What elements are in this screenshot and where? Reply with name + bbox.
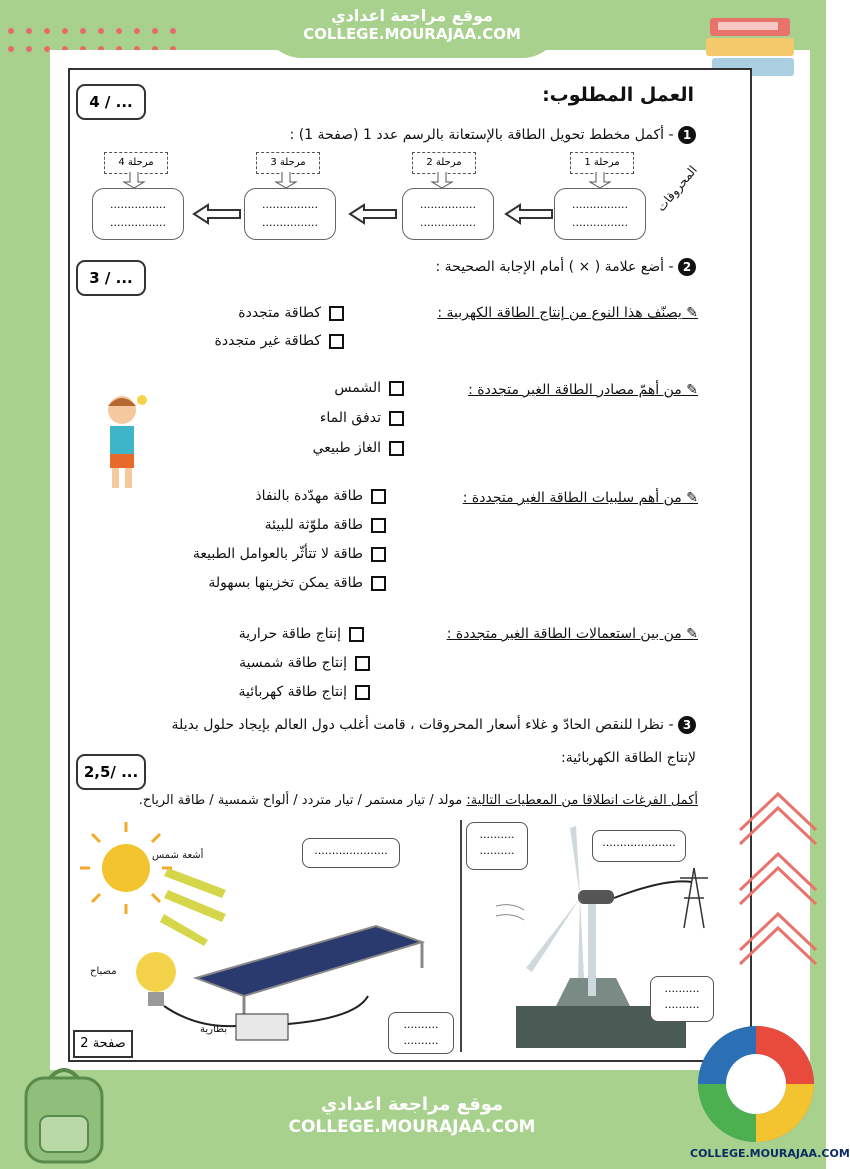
figure-divider [460,820,462,1052]
lamp-label: مصباح [90,966,117,977]
option-nonrenewable[interactable]: كطاقة غير متجددة [215,333,344,349]
child-illustration [100,390,150,495]
q2-text: - أضع علامة ( × ) أمام الإجابة الصحيحة : [435,259,674,275]
decorative-dots [8,28,188,52]
checkbox[interactable] [389,411,404,426]
page-title: العمل المطلوب: [542,84,694,106]
chevron-decoration-icon [736,790,820,1010]
current-answer-right[interactable]: .......... .......... [650,976,714,1022]
checkbox[interactable] [371,489,386,504]
battery-label: بطارية [200,1024,228,1035]
option-polluting[interactable]: طاقة ملوّثة للبيئة [265,517,386,533]
arrow-left-icon [348,203,398,225]
score-box-1: 4 / ... [76,84,146,120]
stage-4-answer[interactable]: ................ ................ [92,188,184,240]
logo-url[interactable]: COLLEGE.MOURAJAA.COM [690,1147,850,1160]
score-box-3: 2,5/ ... [76,754,146,790]
q3-word-bank: مولد / تيار مستمر / تيار متردد / ألواح شمسية / طاقة الرياح. [138,793,463,808]
q2-number: 2 [678,258,696,276]
stage-pointer-arrows [90,172,650,188]
checkbox[interactable] [371,576,386,591]
checkbox[interactable] [329,334,344,349]
option-weather-independent[interactable]: طاقة لا تتأثّر بالعوامل الطبيعة [193,546,386,562]
site-name: موقع مراجعة اعدادي [330,6,494,25]
option-solar[interactable]: إنتاج طاقة شمسية [239,655,370,671]
footer-site-name: موقع مراجعة اعدادي [320,1094,504,1115]
q3-text: - نظرا للنقص الحادّ و غلاء أسعار المحروقات ، قامت أغلب دول العالم بإيجاد حلول بديلة [171,717,674,733]
group4-prompt: ✎ من بين استعمالات الطاقة الغير متجددة : [446,626,698,642]
q2-instruction [436,258,697,276]
q3-number: 3 [678,716,696,734]
stage-3-answer[interactable]: ................ ................ [244,188,336,240]
checkbox[interactable] [329,306,344,321]
group1-prompt: ✎ يصنّف هذا النوع من إنتاج الطاقة الكهربية : [437,305,698,321]
q1-number: 1 [678,126,696,144]
checkbox[interactable] [349,627,364,642]
arrow-left-icon [504,203,554,225]
checkbox[interactable] [371,547,386,562]
stage-1-label: مرحلة 1 [570,152,634,174]
fuel-label: المحروقات [654,163,700,214]
option-natural-gas[interactable]: الغاز طبيعي [313,440,404,456]
site-logo-icon [694,1022,818,1146]
header-tab [262,0,562,58]
site-url[interactable]: COLLEGE.MOURAJAA.COM [303,25,521,43]
generator-answer[interactable]: ..................... [592,830,686,862]
option-water-flow[interactable]: تدفق الماء [320,410,404,426]
backpack-icon [14,1060,114,1165]
current-answer-left[interactable]: .......... .......... [388,1012,454,1054]
checkbox[interactable] [355,656,370,671]
footer-tab [262,1080,562,1155]
option-renewable[interactable]: كطاقة متجددة [238,305,344,321]
stage-1-answer[interactable]: ................ ................ [554,188,646,240]
stage-2-answer[interactable]: ................ ................ [402,188,494,240]
q1-text: - أكمل مخطط تحويل الطاقة بالإستعانة بالرسم عدد 1 (صفحة 1) : [289,127,674,143]
option-thermal[interactable]: إنتاج طاقة حرارية [239,626,364,642]
q3-instr: أكمل الفرغات انطلاقا من المعطيات التالية: [466,793,698,808]
group2-prompt: ✎ من أهمّ مصادر الطاقة الغير متجددة : [468,382,698,398]
sun-rays-label: أشعة شمس [152,850,204,861]
option-electric[interactable]: إنتاج طاقة كهربائية [239,684,370,700]
stage-2-label: مرحلة 2 [412,152,476,174]
option-depletion[interactable]: طاقة مهدّدة بالنفاذ [255,488,386,504]
score-box-2: 3 / ... [76,260,146,296]
option-sun[interactable]: الشمس [334,380,404,396]
arrow-left-icon [192,203,242,225]
q1-instruction [290,126,696,144]
page-number: صفحة 2 [73,1030,133,1058]
footer-site-url[interactable]: COLLEGE.MOURAJAA.COM [288,1117,536,1137]
solar-panel-answer[interactable]: ..................... [302,838,400,868]
stage-3-label: مرحلة 3 [256,152,320,174]
wind-energy-answer[interactable]: .......... .......... [466,822,528,870]
q3-text-continued: لإنتاج الطاقة الكهربائية: [561,750,696,766]
checkbox[interactable] [389,381,404,396]
stage-4-label: مرحلة 4 [104,152,168,174]
checkbox[interactable] [355,685,370,700]
option-easy-storage[interactable]: طاقة يمكن تخزينها بسهولة [208,575,386,591]
group3-prompt: ✎ من أهم سلبيات الطاقة الغير متجددة : [462,490,698,506]
q3-fill-instruction [139,793,698,808]
checkbox[interactable] [371,518,386,533]
checkbox[interactable] [389,441,404,456]
q3-instruction [172,716,696,734]
